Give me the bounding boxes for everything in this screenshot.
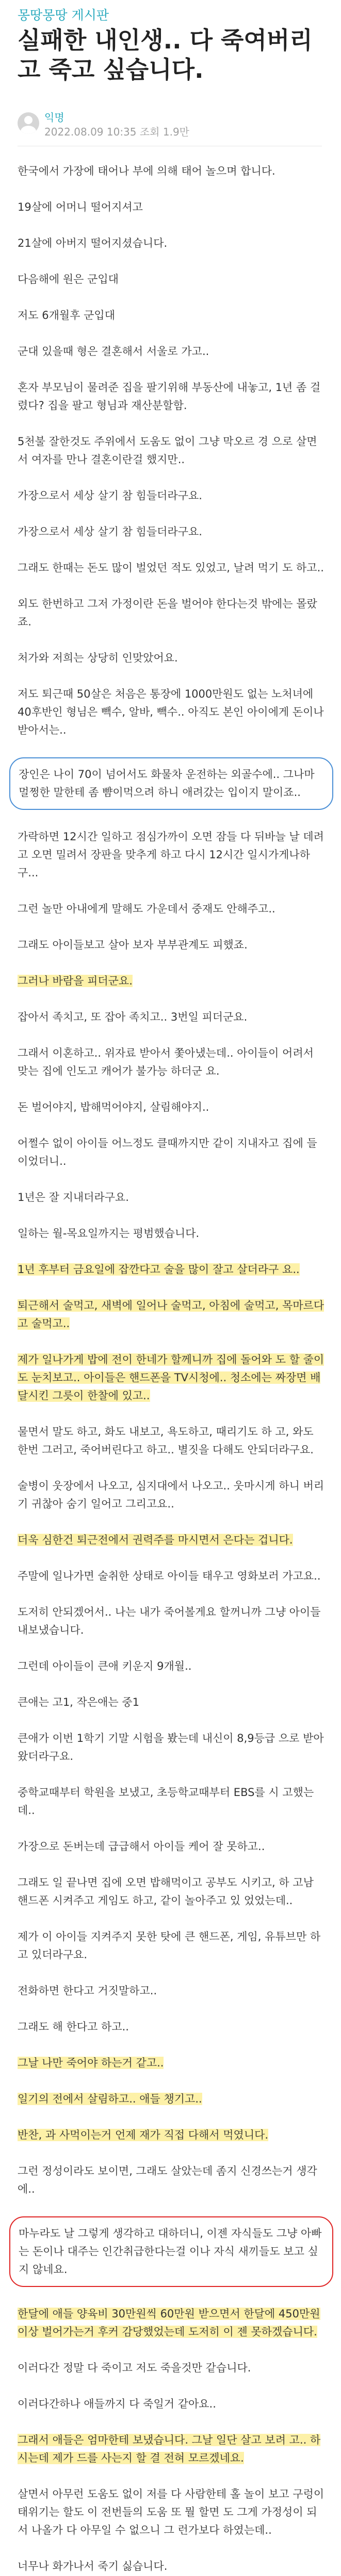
body-paragraph [18, 900, 325, 918]
board-tag[interactable]: 몽땅몽땅 게시판 [18, 8, 109, 23]
paragraph-text: 큰애가 이번 1학기 기말 시험을 봤는데 내신이 8,9등급 으로 받아왔더라구요. [18, 1732, 324, 1762]
paragraph-text: 가락하면 12시간 일하고 점심가까이 오면 잠들 다 뒤바늘 날 데려고 오면 밀려서 장판을 맞추게 하고 다시 12시간 일시가게나하구... [18, 831, 324, 879]
paragraph-text: 도저히 안되겠어서.. 나는 내가 죽어볼게요 할꺼니까 그냥 아이들 내보냈습니다. [18, 1606, 321, 1636]
paragraph-text: 제가 이 아이들 지켜주지 못한 탓에 큰 핸드폰, 게임, 유튜브만 하고 있더라구요. [18, 1930, 321, 1961]
body-paragraph [18, 1189, 325, 1207]
paragraph-text: 큰애는 고1, 작은애는 중1 [18, 1696, 139, 1708]
body-paragraph [18, 1693, 325, 1711]
body-paragraph [18, 1351, 325, 1405]
body-paragraph [19, 766, 324, 802]
body-paragraph [18, 1134, 325, 1171]
body-paragraph [18, 198, 325, 216]
body-paragraph [18, 2485, 325, 2539]
paragraph-text: 저도 6개월후 군입대 [18, 309, 115, 321]
body-paragraph [18, 1225, 325, 1243]
paragraph-text: 군대 있을때 형은 결혼해서 서울로 가고.. [18, 345, 209, 358]
paragraph-text: 가장으로 돈버는데 급급해서 아이들 케어 잘 못하고.. [18, 1840, 265, 1853]
paragraph-text: 다음해에 원은 군입대 [18, 273, 119, 285]
body-paragraph [18, 2054, 325, 2072]
body-paragraph [18, 1008, 325, 1026]
highlight-circle [9, 757, 333, 810]
paragraph-text: 처가와 저희는 상당히 인맞았어요. [18, 652, 178, 664]
paragraph-text: 제가 일나가게 밥에 전이 한네가 할께니까 집에 돌어와 도 할 줄이도 눈치보고.. 아이들은 핸드폰을 TV시청에.. 청소에는 짜장면 배달시킨 그릇이 한찰에 있고.. [18, 1353, 324, 1402]
paragraph-text: 한달에 애들 양육비 30만원씩 60만원 받으면서 한달에 450만원 이상 벌어가는거 후커 감당했었는데 도저히 이 젠 못하겠습니다. [18, 2308, 320, 2338]
body-paragraph [18, 1928, 325, 1964]
body-paragraph [18, 2018, 325, 2036]
body-paragraph [19, 2225, 324, 2279]
paragraph-text: 그러나 바람을 피더군요. [18, 975, 133, 987]
body-paragraph [18, 649, 325, 667]
paragraph-text: 너무나 화가나서 죽기 싫습니다. [18, 2560, 168, 2572]
body-paragraph [18, 936, 325, 954]
body-paragraph [18, 487, 325, 505]
paragraph-text: 1년은 잘 지내더라구요. [18, 1191, 129, 1204]
body-paragraph [18, 2162, 325, 2198]
paragraph-text: 그날 나만 죽어야 하는거 같고.. [18, 2057, 164, 2069]
paragraph-text: 일하는 월-목요일까지는 평범했습니다. [18, 1227, 200, 1240]
body-paragraph [18, 343, 325, 361]
body-paragraph [18, 1297, 325, 1333]
paragraph-text: 혼자 부모님이 물려준 집을 팔기위해 부동산에 내놓고, 1년 좀 걸렸다? 집을 팔고 형님과 재산분할함. [18, 381, 321, 412]
body-paragraph [18, 270, 325, 289]
paragraph-text: 돈 벌어야지, 밥해먹어야지, 살림해야지.. [18, 1101, 209, 1113]
paragraph-text: 중학교때부터 학원을 보냈고, 초등학교때부터 EBS를 시 고했는데.. [18, 1786, 314, 1817]
paragraph-text: 장인은 나이 70이 넘어서도 화물차 운전하는 외골수에.. 그나마 멀쩡한 말한테 좀 뺨이먹으려 하니 애려갔는 입이지 말이죠.. [19, 768, 315, 799]
body-paragraph [18, 2126, 325, 2144]
body-paragraph [18, 1730, 325, 1766]
body-paragraph [18, 307, 325, 325]
highlight-circle [9, 2216, 333, 2287]
body-paragraph [18, 162, 325, 180]
post-title: 실패한 내인생.. 다 죽여버리고 죽고 싶습니다. [18, 26, 313, 83]
avatar [18, 112, 39, 134]
body-paragraph [18, 1567, 325, 1585]
body-paragraph [18, 559, 325, 577]
paragraph-text: 그래도 한때는 돈도 많이 벌었던 적도 있었고, 날려 먹기 도 하고.. [18, 562, 324, 574]
body-paragraph [18, 1603, 325, 1639]
paragraph-text: 19살에 어머니 떨어지셔고 [18, 201, 143, 213]
body-paragraph [18, 523, 325, 541]
body-paragraph [18, 685, 325, 739]
paragraph-text: 살면서 아무런 도움도 없이 저를 다 사람한테 홀 놀이 보고 구렁이 태위기는 할도 이 전번들의 도움 또 뭘 할면 도 그게 가정성이 되서 나올가 다 아무일 수 없으니 그 런가보다 하였는데.. [18, 2488, 324, 2536]
body-paragraph [18, 1838, 325, 1856]
body-paragraph [18, 2431, 325, 2467]
body-paragraph [18, 2395, 325, 2413]
paragraph-text: 그래도 해 한다고 하고.. [18, 2021, 129, 2033]
paragraph-text: 그래도 일 끝나면 집에 오면 밥해먹이고 공부도 시키고, 하 고남 핸드폰 시켜주고 게임도 하고, 같이 놀아주고 있 었었는데.. [18, 1876, 314, 1907]
paragraph-text: 퇴근해서 술먹고, 새벽에 일어나 술먹고, 아침에 술먹고, 목마르다고 술먹고.. [18, 1299, 324, 1330]
paragraph-text: 주말에 일나가면 술취한 상태로 아이들 태우고 영화보러 가고요.. [18, 1570, 321, 1582]
body-paragraph [18, 2090, 325, 2108]
body-paragraph [18, 1657, 325, 1675]
post-meta: 2022.08.09 10:35 조회 1.9만 [44, 126, 189, 138]
body-paragraph [18, 1261, 325, 1279]
paragraph-text: 21살에 아버지 떨어지셨습니다. [18, 237, 168, 249]
paragraph-text: 이러다간 정말 다 죽이고 저도 죽을것만 같습니다. [18, 2362, 251, 2374]
paragraph-text: 가장으로서 세상 살기 참 힘들더라구요. [18, 526, 202, 538]
body-paragraph [18, 1874, 325, 1910]
body-paragraph [18, 433, 325, 469]
paragraph-text: 저도 퇴근때 50살은 처음은 통장에 1000만원도 없는 노처녀에 40후반인 형님은 빽수, 알바, 빽수.. 아직도 본인 아이에게 돈이나 받아서는.. [18, 688, 324, 736]
paragraph-text: 물면서 말도 하고, 화도 내보고, 욕도하고, 때리기도 하 고, 와도 한번 그러고, 죽어버린다고 하고.. 별짓을 다해도 안되더라구요. [18, 1426, 314, 1456]
paragraph-text: 그런데 아이들이 큰애 키운지 9개월.. [18, 1660, 192, 1672]
paragraph-text: 5천불 잘한것도 주위에서 도움도 없이 그냥 막오르 경 으로 살면서 여자를 만나 결혼이란걸 했지만.. [18, 435, 317, 466]
paragraph-text: 그래서 이혼하고.. 위자료 받아서 쫓아냈는데.. 아이들이 어려서 맞는 집에 인도고 캐어가 불가능 하더군 요. [18, 1047, 314, 1077]
paragraph-text: 전화하면 한다고 거짓말하고.. [18, 1985, 157, 1997]
paragraph-text: 그래서 애들은 엄마한테 보냈습니다. 그날 일단 살고 보려 고.. 하시는데 제가 드를 사는지 할 결 전혀 모르겠네요. [18, 2434, 321, 2464]
paragraph-text: 한국에서 가장에 태어나 부에 의해 태어 놀으며 합니다. [18, 165, 275, 177]
body-paragraph [18, 1098, 325, 1116]
paragraph-text: 잡아서 족치고, 또 잡아 족치고.. 3번일 피더군요. [18, 1011, 248, 1023]
body-paragraph [18, 2359, 325, 2377]
body-paragraph [18, 1423, 325, 1459]
paragraph-text: 가장으로서 세상 살기 참 힘들더라구요. [18, 489, 202, 502]
body-paragraph [18, 1477, 325, 1513]
author-name[interactable]: 익명 [44, 111, 64, 124]
body-paragraph [18, 234, 325, 252]
paragraph-text: 마누라도 날 그렇게 생각하고 대하더니, 이젠 자식들도 그냥 아빠는 돈이나 대주는 인간취급한다는걸 이나 자식 새끼들도 보고 싶지 않네요. [19, 2227, 322, 2276]
paragraph-text: 외도 한번하고 그저 가정이란 돈을 벌어야 한다는것 밖에는 몰랐죠. [18, 598, 317, 628]
paragraph-text: 그래도 아이들보고 살아 보자 부부관계도 피했죠. [18, 939, 248, 951]
paragraph-text: 이러다간하나 애들까지 다 죽일거 같아요.. [18, 2398, 216, 2410]
body-paragraph [18, 972, 325, 990]
body-paragraph [18, 379, 325, 415]
paragraph-text: 그런 놀만 아내에게 말해도 가운데서 중재도 안해주고.. [18, 903, 275, 915]
paragraph-text: 1년 후부터 금요일에 잡깐다고 술을 많이 잘고 살더라구 요.. [18, 1263, 300, 1276]
body-paragraph [18, 1044, 325, 1080]
body-paragraph [18, 1784, 325, 1820]
body-paragraph [18, 2557, 325, 2575]
body-paragraph [18, 828, 325, 882]
body-paragraph [18, 2305, 325, 2341]
paragraph-text: 그런 정성이라도 보이면, 그래도 살았는데 좀지 신경쓰는거 생각에.. [18, 2165, 317, 2195]
post-body [18, 162, 325, 2576]
paragraph-text: 어쩔수 없이 아이들 어느정도 클때까지만 같이 지내자고 집에 들이었더니.. [18, 1137, 317, 1167]
body-paragraph [18, 1982, 325, 2000]
body-paragraph [18, 1531, 325, 1549]
paragraph-text: 일기의 전에서 살림하고.. 애들 챙기고.. [18, 2093, 202, 2105]
body-paragraph [18, 595, 325, 631]
paragraph-text: 반찬, 과 사먹이는거 언제 재가 직접 다해서 먹였니다. [18, 2129, 269, 2141]
paragraph-text: 더욱 심한건 퇴근전에서 권력주를 마시면서 은다는 겁니다. [18, 1534, 293, 1546]
paragraph-text: 술병이 웃장에서 나오고, 심지대에서 나오고.. 웃마시게 하니 버리기 귀찮아 숨기 일어고 그리고요.. [18, 1480, 324, 1510]
